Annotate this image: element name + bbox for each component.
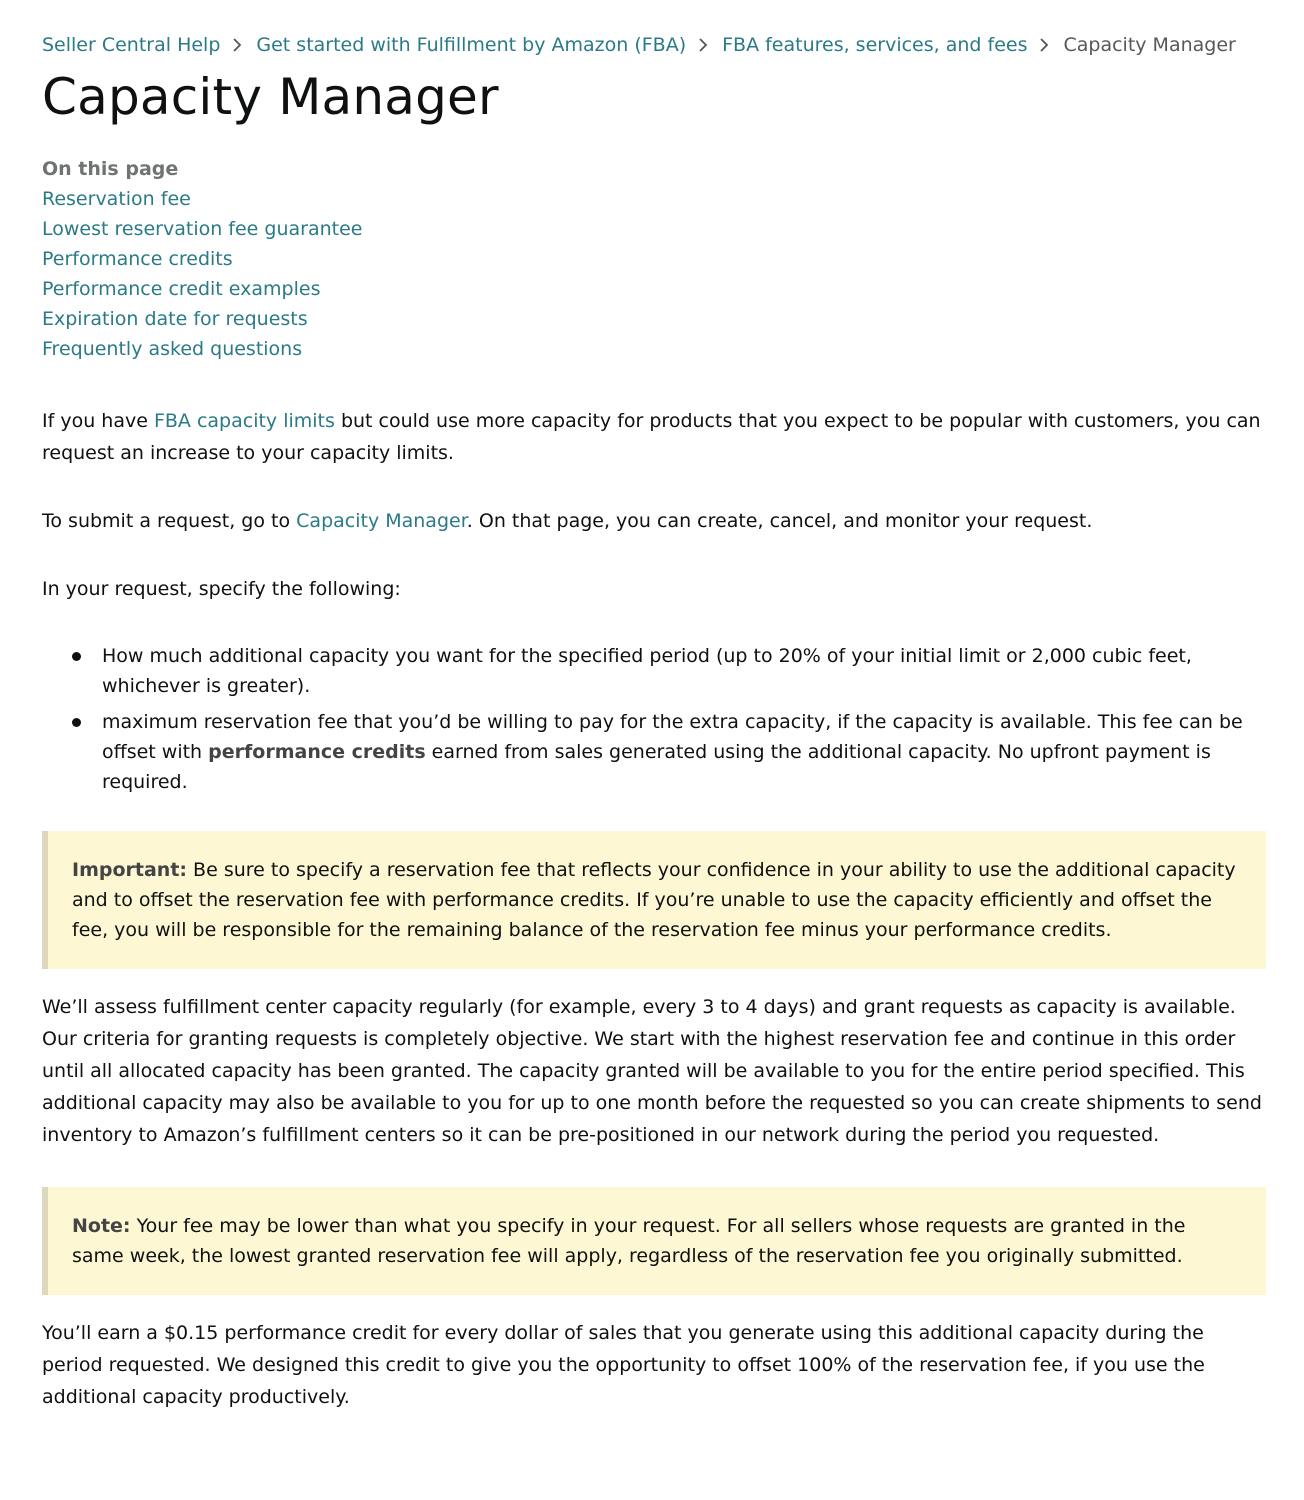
toc-link-credit-examples[interactable]: Performance credit examples bbox=[42, 278, 321, 300]
chevron-right-icon bbox=[698, 38, 708, 52]
important-text: Be sure to specify a reservation fee that reflects your confidence in your ability to use the additional capacity and to offset the reservation fee with performance credits. If you’re unable to use the capacity efficiently and offset the fee, you will be responsible for the remaining balance of the reservation fee minus your performance credits. bbox=[72, 859, 1236, 941]
specify-paragraph: In your request, specify the following: bbox=[42, 578, 401, 600]
toc-item bbox=[42, 214, 1264, 244]
toc-item bbox=[42, 184, 1264, 214]
bullet-text: earned from sales generated using the additional capacity. No upfront payment is required. bbox=[102, 741, 1211, 793]
breadcrumb-link-get-started-fba[interactable]: Get started with Fulfillment by Amazon (FBA) bbox=[256, 34, 687, 56]
breadcrumb bbox=[42, 28, 1264, 62]
bullet-text: maximum reservation fee that you’d be willing to pay for the extra capacity, if the capacity is available. This fee can be offset with bbox=[102, 711, 1243, 763]
bullet-item bbox=[102, 707, 1264, 797]
toc-item bbox=[42, 244, 1264, 274]
intro-text: If you have bbox=[42, 410, 154, 432]
chevron-right-icon bbox=[1039, 38, 1049, 52]
toc-link-expiration-date[interactable]: Expiration date for requests bbox=[42, 308, 308, 330]
submit-text: . On that page, you can create, cancel, and monitor your request. bbox=[466, 510, 1093, 532]
toc-title: On this page bbox=[42, 158, 179, 180]
on-this-page bbox=[42, 154, 1264, 364]
capacity-manager-link[interactable]: Capacity Manager bbox=[296, 510, 467, 532]
earn-paragraph: You’ll earn a $0.15 performance credit for every dollar of sales that you generate using this additional capacity during the period requested. We designed this credit to give you the opportunity to offset 100% of the reservation fee, if you use the additional capacity productively. bbox=[42, 1322, 1205, 1408]
intro-paragraph bbox=[42, 405, 1264, 469]
request-bullets bbox=[42, 641, 1264, 797]
toc-item bbox=[42, 334, 1264, 364]
important-callout bbox=[42, 831, 1266, 969]
important-label: Important: bbox=[72, 859, 188, 881]
toc-link-reservation-fee[interactable]: Reservation fee bbox=[42, 188, 191, 210]
submit-paragraph bbox=[42, 505, 1264, 537]
toc-list bbox=[42, 184, 1264, 364]
toc-item bbox=[42, 304, 1264, 334]
toc-link-faq[interactable]: Frequently asked questions bbox=[42, 338, 303, 360]
chevron-right-icon bbox=[232, 38, 242, 52]
fba-capacity-limits-link[interactable]: FBA capacity limits bbox=[153, 410, 335, 432]
toc-item bbox=[42, 274, 1264, 304]
toc-link-lowest-fee-guarantee[interactable]: Lowest reservation fee guarantee bbox=[42, 218, 363, 240]
breadcrumb-link-fba-features[interactable]: FBA features, services, and fees bbox=[722, 34, 1028, 56]
note-callout bbox=[42, 1187, 1266, 1295]
submit-text: To submit a request, go to bbox=[42, 510, 297, 532]
toc-link-performance-credits[interactable]: Performance credits bbox=[42, 248, 233, 270]
intro-text: but could use more capacity for products that you expect to be popular with customers, you can request an increase to your capacity limits. bbox=[42, 410, 1261, 464]
breadcrumb-current: Capacity Manager bbox=[1063, 34, 1236, 56]
performance-credits-term: performance credits bbox=[208, 741, 426, 763]
page-title: Capacity Manager bbox=[42, 68, 499, 126]
bullet-item: How much additional capacity you want for the specified period (up to 20% of your initial limit or 2,000 cubic feet, whichever is greater). bbox=[102, 641, 1264, 701]
breadcrumb-link-seller-central-help[interactable]: Seller Central Help bbox=[42, 34, 221, 56]
assess-paragraph: We’ll assess fulfillment center capacity regularly (for example, every 3 to 4 days) and grant requests as capacity is available. Our criteria for granting requests is completely objective. We start with the highest reservation fee and continue in this order until all allocated capacity has been granted. The capacity granted will be available to you for the entire period specified. This additional capacity may also be available to you for up to one month before the requested so you can create shipments to send inventory to Amazon’s fulfillment centers so it can be pre-positioned in our network during the period you requested. bbox=[42, 996, 1262, 1146]
note-label: Note: bbox=[72, 1215, 131, 1237]
note-text: Your fee may be lower than what you specify in your request. For all sellers whose requests are granted in the same week, the lowest granted reservation fee will apply, regardless of the reservation fee you originally submitted. bbox=[72, 1215, 1186, 1267]
